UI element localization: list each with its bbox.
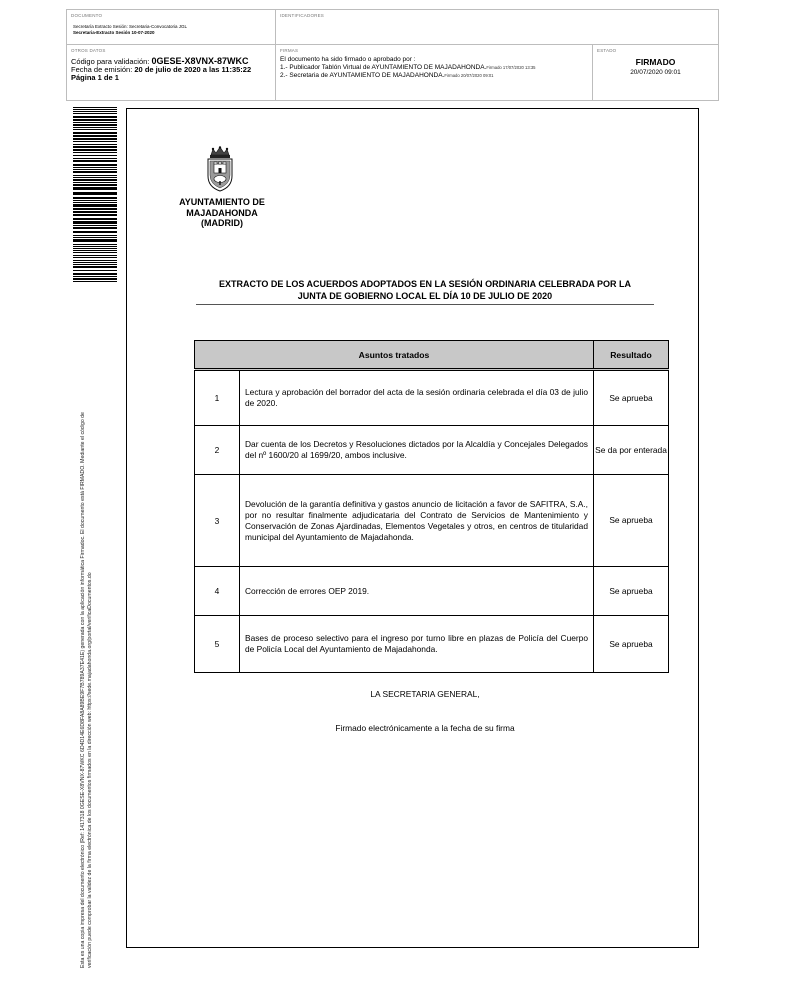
header-asuntos: Asuntos tratados xyxy=(195,341,594,370)
item-text: Dar cuenta de los Decretos y Resoluciones dictados por la Alcaldía y Concejales Delegados del nº 1600/20 al 1699/20, ambos inclusive. xyxy=(240,426,594,475)
issue-date-prefix: Fecha de emisión: xyxy=(71,65,133,74)
item-result: Se da por enterada xyxy=(594,426,669,475)
otros-datos-cell xyxy=(67,45,276,101)
firmas-label: FIRMAS xyxy=(280,48,299,53)
coat-of-arms-icon xyxy=(203,146,237,192)
side-text-line-1: Esta es una copia impresa del documento electrónico (Ref: 1417318 0GESE-X8VNX-87WKC 6D4D14E6D8FA8A89BE9F7B789A37E41E) generada con la aplicación informática Firmadoc. El documento está FIRMADO. Mediante el código de xyxy=(80,412,86,968)
document-title xyxy=(196,278,654,302)
item-result: Se aprueba xyxy=(594,616,669,673)
validation-code-prefix: Código para validación: xyxy=(71,57,150,66)
signature-1-date: Firmado 17/07/2020 13:35 xyxy=(486,65,536,70)
item-text: Lectura y aprobación del borrador del acta de la sesión ordinaria celebrada el día 03 de julio de 2020. xyxy=(240,370,594,426)
documento-cell xyxy=(67,10,276,45)
item-number: 5 xyxy=(195,616,240,673)
otros-datos-label: OTROS DATOS xyxy=(71,48,106,53)
entity-line-3: (MADRID) xyxy=(201,218,243,228)
item-text: Devolución de la garantía definitiva y gastos anuncio de licitación a favor de SAFITRA, S.A., por no resultar finalmente adjudicataria del Contrato de Servicios de Mantenimiento y Conservación de Zonas Ajardinadas, Elementos Vegetales y otros, en centros de titularidad municipal del Ayuntamiento de Majadahonda. xyxy=(240,475,594,567)
item-result: Se aprueba xyxy=(594,475,669,567)
item-text: Corrección de errores OEP 2019. xyxy=(240,567,594,616)
status-badge: FIRMADO xyxy=(635,57,676,67)
table-row xyxy=(195,616,669,673)
electronic-signature-note: Firmado electrónicamente a la fecha de su firma xyxy=(335,723,515,733)
table-row xyxy=(195,567,669,616)
documento-label: DOCUMENTO xyxy=(71,13,103,18)
documento-line-1: Secretaría Extracto Sesión: Secretaria-Convocatoria JGL xyxy=(73,24,188,29)
item-result: Se aprueba xyxy=(594,567,669,616)
page-count: Página 1 de 1 xyxy=(71,73,119,82)
title-line-2: JUNTA DE GOBIERNO LOCAL EL DÍA 10 DE JULIO DE 2020 xyxy=(297,291,553,301)
identificadores-cell xyxy=(276,10,718,45)
table-row xyxy=(195,370,669,426)
barcode-icon xyxy=(73,107,117,282)
firmas-intro: El documento ha sido firmado o aprobado por : xyxy=(280,56,416,63)
item-number: 1 xyxy=(195,370,240,426)
signature-2: 2.- Secretaria de AYUNTAMIENTO DE MAJADAHONDA.Firmado 20/07/2020 09:01 xyxy=(280,72,494,79)
entity-name xyxy=(160,197,284,229)
document-metadata-header xyxy=(66,9,719,101)
signature-1: 1.- Publicador Tablón Virtual de AYUNTAMIENTO DE MAJADAHONDA.Firmado 17/07/2020 13:35 xyxy=(280,64,536,71)
entity-line-1: AYUNTAMIENTO DE xyxy=(179,197,265,207)
item-number: 2 xyxy=(195,426,240,475)
estado-cell xyxy=(593,45,718,101)
issue-date: 20 de julio de 2020 a las 11:35:22 xyxy=(134,65,252,74)
firmas-cell xyxy=(276,45,593,101)
title-line-1: EXTRACTO DE LOS ACUERDOS ADOPTADOS EN LA SESIÓN ORDINARIA CELEBRADA POR LA xyxy=(218,279,632,289)
table-row xyxy=(195,426,669,475)
signature-2-date: Firmado 20/07/2020 09:01 xyxy=(444,73,494,78)
documento-line-2: Secretaria-Extracto Sesión 10-07-2020 xyxy=(73,30,155,35)
signer-title: LA SECRETARIA GENERAL, xyxy=(370,689,480,699)
side-verification-text xyxy=(80,308,93,968)
entity-line-2: MAJADAHONDA xyxy=(186,207,258,218)
table-row xyxy=(195,475,669,567)
estado-label: ESTADO xyxy=(597,48,617,53)
item-result: Se aprueba xyxy=(594,370,669,426)
side-text-line-2: verificación puede comprobar la validez de la firma electrónica de los documentos firmados en la dirección web: https://sede.majadahonda.org/portal/verificaDocumentos.do xyxy=(86,572,93,968)
agenda-table xyxy=(194,340,669,673)
item-text: Bases de proceso selectivo para el ingreso por turno libre en plazas de Policía del Cuerpo de Policía Local del Ayuntamiento de Majadahonda. xyxy=(240,616,594,673)
header-resultado: Resultado xyxy=(594,341,669,370)
table-header-row xyxy=(195,341,669,370)
status-date: 20/07/2020 09:01 xyxy=(630,69,681,76)
item-number: 4 xyxy=(195,567,240,616)
identificadores-label: IDENTIFICADORES xyxy=(280,13,325,18)
item-number: 3 xyxy=(195,475,240,567)
title-divider xyxy=(196,304,654,305)
validation-code: 0GESE-X8VNX-87WKC xyxy=(151,56,249,66)
